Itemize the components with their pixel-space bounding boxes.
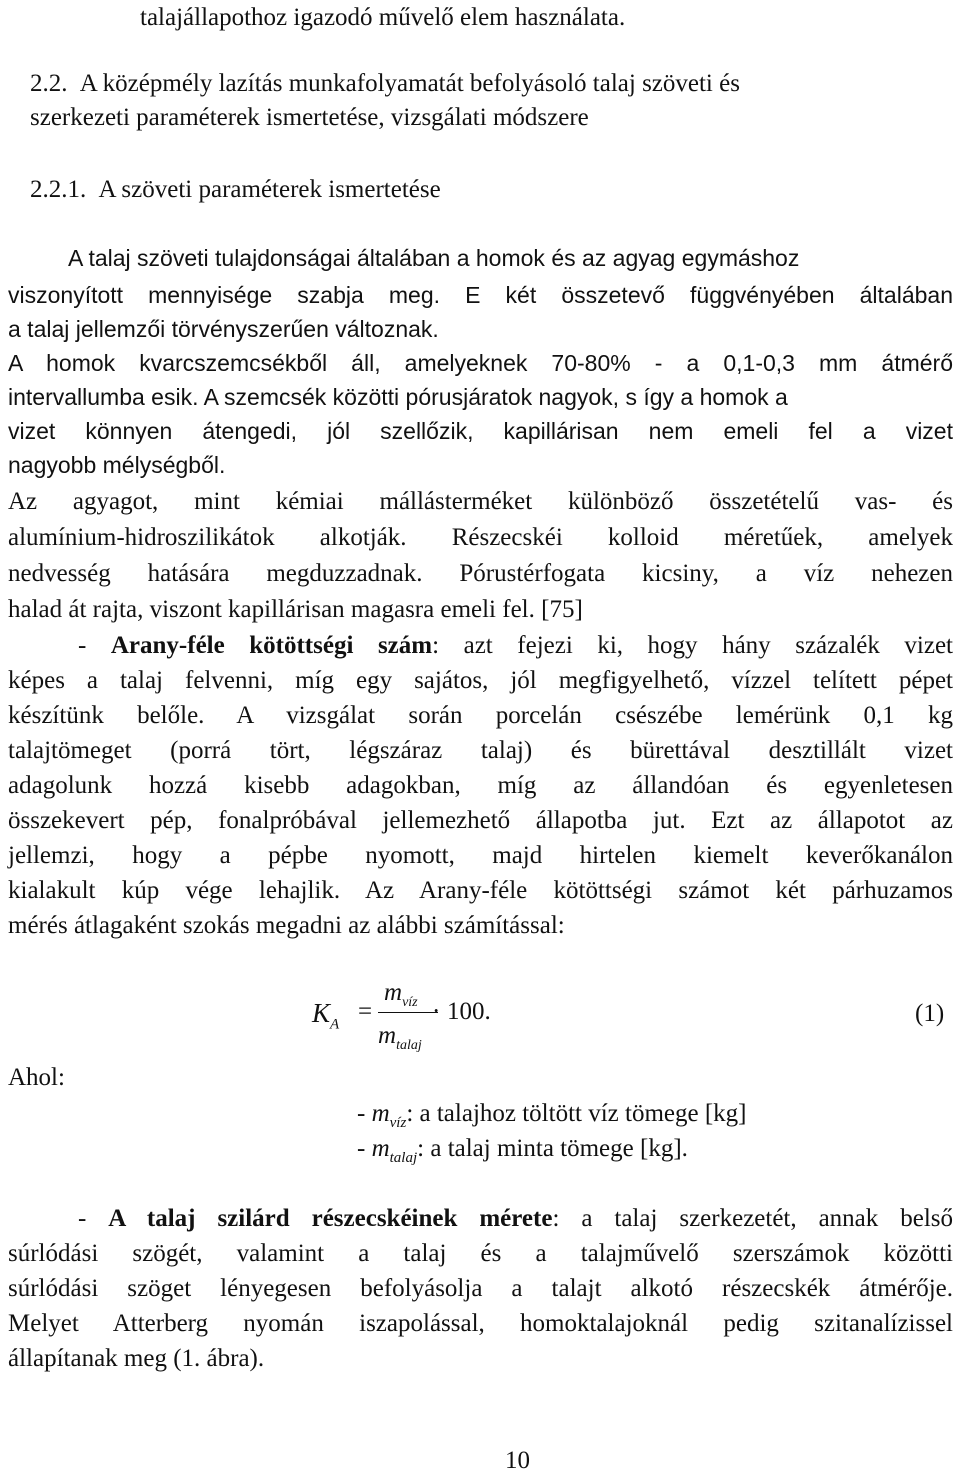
sans-para-line: vizet könnyen átengedi, jól szellőzik, kapillárisan nem emeli fel a vizet <box>8 418 953 444</box>
sans-para-line: nagyobb mélységből. <box>8 452 226 478</box>
subsection-heading <box>30 176 441 204</box>
clay-para-line: nedvesség hatására megduzzadnak. Pórustérfogata kicsiny, a víz nehezen <box>8 560 953 587</box>
sans-para-line: a talaj jellemzői törvényszerűen változnak. <box>8 316 439 342</box>
sans-para-line: viszonyított mennyisége szabja meg. E két összetevő függvényében általában <box>8 282 953 308</box>
arany-para-line: jellemzi, hogy a pépbe nyomott, majd hirtelen kiemelt keverőkanálon <box>8 842 953 869</box>
section-title-part1: A középmély lazítás munkafolyamatát befolyásoló talaj szöveti és <box>79 70 740 97</box>
formula-denominator: $m_{talaj}$ <box>378 1022 422 1053</box>
formula-K-subscript: A <box>330 1016 340 1033</box>
formula-value: 100. <box>447 998 491 1025</box>
arany-line1-rest: : azt fejezi ki, hogy hány százalék vizet <box>432 632 954 659</box>
subsection-title: A szöveti paraméterek ismertetése <box>98 176 441 203</box>
section-heading-line2: szerkezeti paraméterek ismertetése, vizsgálati módszere <box>30 104 589 131</box>
sans-para-line: A homok kvarcszemcsékből áll, amelyeknek 70-80% - a 0,1-0,3 mm átmérő <box>8 350 953 376</box>
arany-para-line1 <box>78 632 953 660</box>
formula-K: $K_A$ <box>312 998 340 1033</box>
arany-para-line: kialakult kúp vége lehajlik. Az Arany-féle kötöttségi számot két párhuzamos <box>8 877 953 904</box>
formula-equals: = <box>358 998 373 1025</box>
particle-para-line: Melyet Atterberg nyomán iszapolással, homoktalajoknál pedig szitanalízissel <box>8 1310 953 1337</box>
particle-para-line: állapítanak meg (1. ábra). <box>8 1345 265 1372</box>
section-number: 2.2. <box>30 70 68 97</box>
clay-para-line: Az agyagot, mint kémiai mállásterméket különböző összetételű vas- és <box>8 488 953 515</box>
arany-para-line: talajtömeget (porrá tört, légszáraz talaj) és bürettával desztillált vizet <box>8 737 953 764</box>
particle-term: A talaj szilárd részecskéinek mérete <box>108 1205 553 1232</box>
fraction-bar <box>378 1012 438 1013</box>
sans-para-line: intervallumba esik. A szemcsék közötti pórusjáratok nagyok, s így a homok a <box>8 384 788 410</box>
arany-term: Arany-féle kötöttségi szám <box>110 632 433 659</box>
clay-para-line: alumínium-hidroszilikátok alkotják. Részecskéi kolloid méretűek, amelyek <box>8 524 953 551</box>
formula-times: · <box>432 998 441 1025</box>
arany-para-line: adagolunk hozzá kisebb adagokban, míg az állandóan és egyenletesen <box>8 772 953 799</box>
where-item: - $m_{talaj}$: a talaj minta tömege [kg]. <box>357 1135 688 1166</box>
arany-para-line: képes a talaj felvenni, míg egy sajátos, jól megfigyelhető, vízzel telített pépet <box>8 667 953 694</box>
equation-number: (1) <box>915 1000 945 1027</box>
where-item: - $m_{víz}$: a talajhoz töltött víz tömege [kg] <box>357 1100 747 1131</box>
sans-para-line: A talaj szöveti tulajdonságai általában a homok és az agyag egymáshoz <box>68 245 800 271</box>
clay-para-line: halad át rajta, viszont kapillárisan magasra emeli fel. [75] <box>8 596 583 623</box>
formula-numerator: $m_{víz}$ <box>384 979 418 1010</box>
arany-para-line: készítünk belőle. A vizsgálat során porcelán csészébe lemérünk 0,1 kg <box>8 702 953 729</box>
section-heading-line1 <box>30 70 740 98</box>
subsection-number: 2.2.1. <box>30 176 87 203</box>
continuation-line: talajállapothoz igazodó művelő elem használata. <box>140 4 626 31</box>
arany-para-line: mérés átlagaként szokás megadni az alábbi számítással: <box>8 912 565 939</box>
arany-para-line: összekevert pép, fonalpróbával jellemezhető állapotba jut. Ezt az állapotot az <box>8 807 953 834</box>
where-label: Ahol: <box>8 1064 65 1091</box>
particle-para-line1: - A talaj szilárd részecskéinek mérete: a talaj szerkezetét, annak belső <box>78 1205 953 1232</box>
particle-para-line: súrlódási szöget lényegesen befolyásolja a talajt alkotó részecskék átmérője. <box>8 1275 953 1302</box>
particle-para-line: súrlódási szögét, valamint a talaj és a talajművelő szerszámok közötti <box>8 1240 953 1267</box>
page-number: 10 <box>505 1447 530 1474</box>
arany-dash: - <box>78 632 111 659</box>
